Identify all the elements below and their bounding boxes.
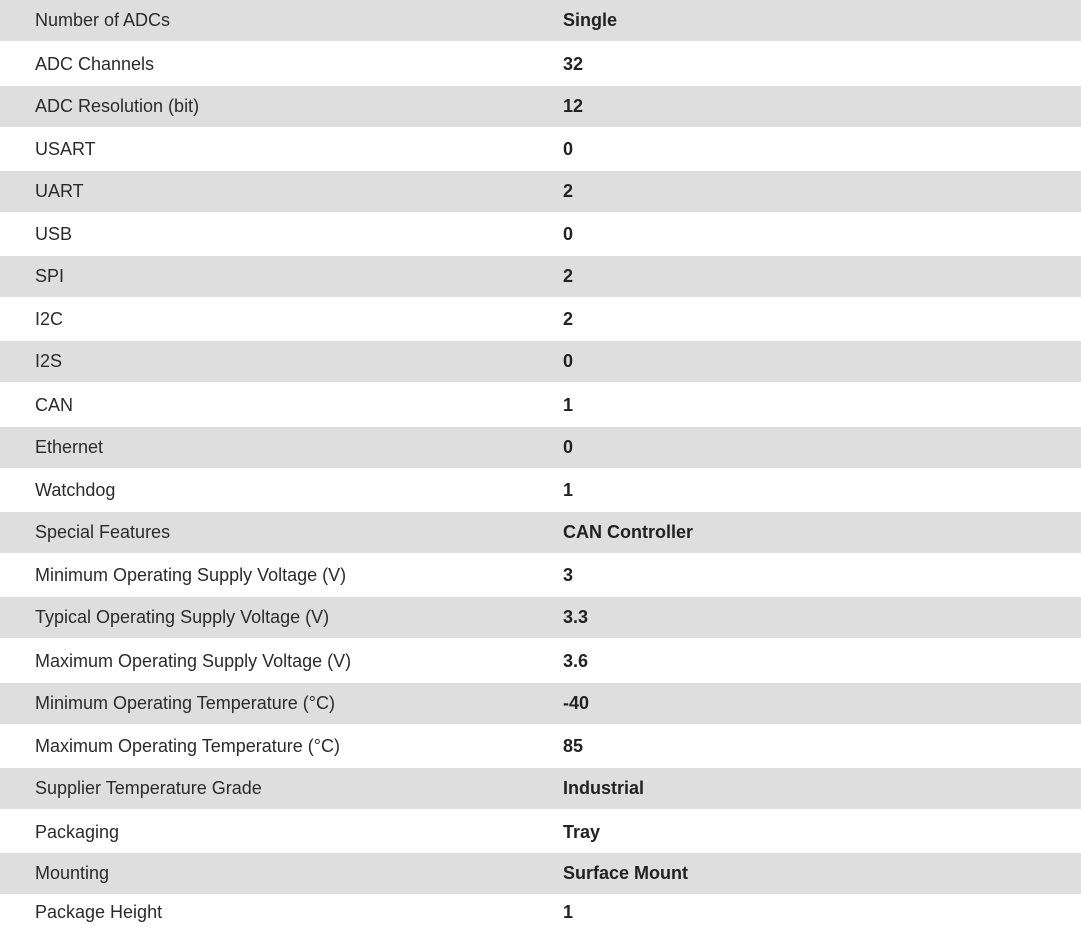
spec-value: 1 xyxy=(563,395,574,415)
spec-label: Minimum Operating Temperature (°C) xyxy=(35,693,335,713)
spec-label: Mounting xyxy=(35,863,110,883)
spec-value: 0 xyxy=(563,139,574,159)
table-row xyxy=(0,213,1081,256)
spec-label: Ethernet xyxy=(35,437,104,457)
spec-label: Maximum Operating Supply Voltage (V) xyxy=(35,651,352,671)
table-row xyxy=(0,811,1081,854)
table-row xyxy=(0,0,1081,41)
spec-label: I2C xyxy=(35,309,64,329)
spec-label: Number of ADCs xyxy=(35,10,171,30)
spec-value: Tray xyxy=(563,822,601,842)
table-row xyxy=(0,512,1081,553)
spec-value: 2 xyxy=(563,309,574,329)
table-row xyxy=(0,597,1081,638)
spec-value: 0 xyxy=(563,437,574,457)
spec-value: 0 xyxy=(563,351,574,371)
spec-label: ADC Resolution (bit) xyxy=(35,96,200,116)
spec-label: Maximum Operating Temperature (°C) xyxy=(35,736,340,756)
spec-value: 85 xyxy=(563,736,584,756)
spec-value: 0 xyxy=(563,224,574,244)
spec-value: 1 xyxy=(563,480,574,500)
spec-label: CAN xyxy=(35,395,74,415)
spec-label: Typical Operating Supply Voltage (V) xyxy=(35,607,330,627)
spec-value: Single xyxy=(563,10,618,30)
table-row xyxy=(0,554,1081,597)
spec-label: USART xyxy=(35,139,96,159)
spec-value: -40 xyxy=(563,693,590,713)
spec-label: ADC Channels xyxy=(35,54,155,74)
table-row xyxy=(0,256,1081,297)
spec-value: 3.6 xyxy=(563,651,589,671)
spec-label: I2S xyxy=(35,351,63,371)
table-row xyxy=(0,384,1081,427)
spec-label: SPI xyxy=(35,266,65,286)
table-row xyxy=(0,768,1081,809)
table-row xyxy=(0,43,1081,86)
spec-value: 3.3 xyxy=(563,607,589,627)
table-row xyxy=(0,853,1081,894)
spec-value: Industrial xyxy=(563,778,645,798)
table-row xyxy=(0,341,1081,382)
table-row xyxy=(0,640,1081,683)
table-row xyxy=(0,427,1081,468)
table-row xyxy=(0,683,1081,724)
spec-value: 12 xyxy=(563,96,584,116)
spec-label: Packaging xyxy=(35,822,120,842)
spec-value: 3 xyxy=(563,565,574,585)
table-row xyxy=(0,128,1081,171)
table-row xyxy=(0,469,1081,512)
spec-value: Surface Mount xyxy=(563,863,689,883)
spec-label: USB xyxy=(35,224,73,244)
spec-value: 1 xyxy=(563,901,574,922)
spec-label: Package Height xyxy=(35,901,163,922)
spec-value: CAN Controller xyxy=(563,522,693,542)
table-row xyxy=(0,171,1081,212)
spec-label: Special Features xyxy=(35,522,171,542)
table-row xyxy=(0,86,1081,127)
spec-value: 32 xyxy=(563,54,584,74)
spec-value: 2 xyxy=(563,266,574,286)
spec-label: Watchdog xyxy=(35,480,116,500)
table-row xyxy=(0,298,1081,341)
spec-label: Minimum Operating Supply Voltage (V) xyxy=(35,565,347,585)
spec-label: Supplier Temperature Grade xyxy=(35,778,262,798)
spec-label: UART xyxy=(35,181,84,201)
spec-value: 2 xyxy=(563,181,574,201)
table-row xyxy=(0,725,1081,768)
table-row xyxy=(0,896,1081,928)
